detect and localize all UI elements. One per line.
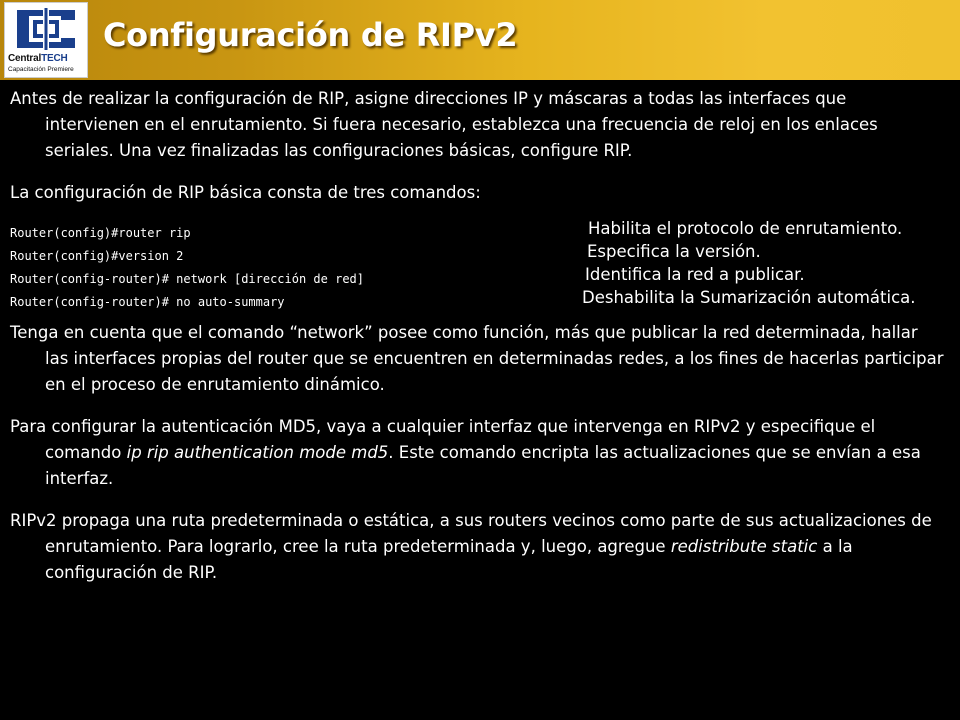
command-text: Router(config-router)# no auto-summary <box>10 295 285 309</box>
command-description: Deshabilita la Sumarización automática. <box>582 288 916 307</box>
logo-tagline: Capacitación Premiere <box>8 66 74 73</box>
command-text: Router(config)#version 2 <box>10 249 184 263</box>
centraltech-logo <box>4 2 88 78</box>
command-row <box>10 216 945 239</box>
paragraph-commands-intro: La configuración de RIP básica consta de tres comandos: <box>10 183 481 202</box>
paragraph-md5: Para configurar la autenticación MD5, vaya a cualquier interfaz que intervenga en RIPv2 y especifique el comando ip rip authentication mode md5. Este comando encripta las actualizaciones que se envían a esa interfaz. <box>10 417 921 488</box>
paragraph-redistribute: RIPv2 propaga una ruta predeterminada o estática, a sus routers vecinos como parte de sus actualizaciones de enrutamiento. Para lograrlo, cree la ruta predeterminada y, luego, agregue redistribute static a la configuración de RIP. <box>10 511 932 582</box>
redistribute-command: redistribute static <box>670 537 818 556</box>
command-row <box>10 239 945 262</box>
paragraph-intro: Antes de realizar la configuración de RIP, asigne direcciones IP y máscaras a todas las interfaces que intervienen en el enrutamiento. Si fuera necesario, establezca una frecuencia de reloj en los enlaces seriales. Una vez finalizadas las configuraciones básicas, configure RIP. <box>10 89 878 160</box>
slide-title: Configuración de RIPv2 <box>103 16 518 54</box>
paragraph-network-note: Tenga en cuenta que el comando “network” posee como función, más que publicar la red determinada, hallar las interfaces propias del router que se encuentren en determinadas redes, a los fines de hacerlas participar en el proceso de enrutamiento dinámico. <box>10 323 944 394</box>
command-list <box>10 216 945 308</box>
command-description: Identifica la red a publicar. <box>585 265 805 284</box>
logo-wordmark: CentralTECH <box>8 53 68 64</box>
slide-header <box>0 0 960 80</box>
command-row <box>10 262 945 285</box>
c-logo-icon <box>9 6 83 52</box>
command-description: Especifica la versión. <box>587 242 761 261</box>
command-text: Router(config)#router rip <box>10 226 191 240</box>
md5-command: ip rip authentication mode md5 <box>126 443 389 462</box>
command-row <box>10 285 945 308</box>
command-description: Habilita el protocolo de enrutamiento. <box>588 219 903 238</box>
command-text: Router(config-router)# network [dirección de red] <box>10 272 365 286</box>
slide-body <box>10 86 945 602</box>
